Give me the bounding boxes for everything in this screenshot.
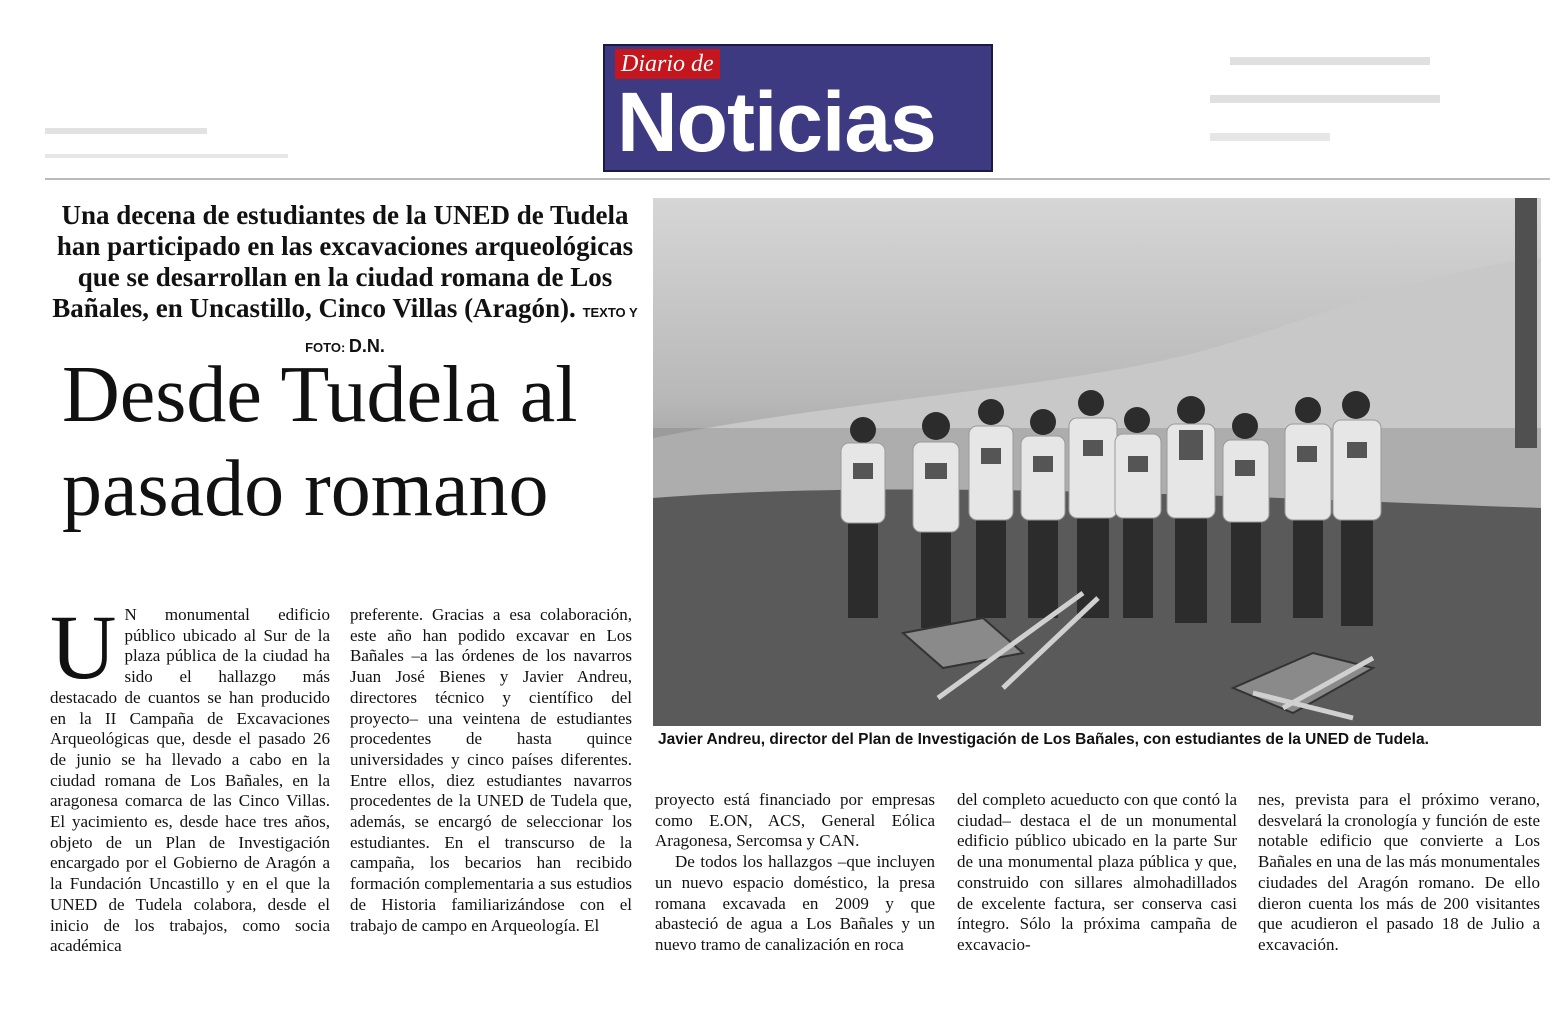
column-1-text: N monumental edificio público ubicado al Sur de la plaza pública de la ciudad ha sido el hallazgo más destacado de cuantos se han producido en la II Campaña de Excavaciones Arqueológicas que, desde el pasado 26 de junio se ha llevado a cabo en la ciudad romana de Los Bañales, en la aragonesa comarca de las Cinco Villas. El yacimiento es, desde hace tres años, objeto de un Plan de Investigación encargado por el Gobierno de Aragón a la Fundación Uncastillo y en el que la UNED de Tudela colabora, desde el inicio de los trabajos, como socia académica: [50, 605, 330, 956]
body-column-3: [655, 790, 935, 956]
masthead-logo: [603, 44, 993, 172]
credit-label: TEXTO Y FOTO:: [305, 305, 638, 355]
article-deck: [50, 200, 640, 363]
body-column-5: [1258, 790, 1540, 956]
drop-cap: U: [50, 596, 117, 698]
credit-name: D.N.: [348, 336, 385, 356]
photo-caption: Javier Andreu, director del Plan de Investigación de Los Bañales, con estudiantes de la UNED de Tudela.: [658, 731, 1429, 748]
column-2-text: preferente. Gracias a esa colaboración, este año han podido excavar en Los Bañales –a las órdenes de los navarros Juan José Bienes y Javier Andreu, directores técnico y científico del proyecto– una veintena de estudiantes procedentes de hasta quince universidades y cinco países diferentes. Entre ellos, diez estudiantes navarros procedentes de la UNED de Tudela que, además, se encargó de seleccionar los estudiantes. En el transcurso de la campaña, los becarios han recibido formación complementaria a sus estudios de Historia familiarizándose con el trabajo de campo en Arqueología. El: [350, 605, 632, 935]
body-column-1: [50, 596, 330, 957]
column-3-paragraph-1: proyecto está financiado por empresas como E.ON, ACS, General Eólica Aragonesa, Sercomsa y CAN.: [655, 790, 935, 851]
bleed-through-left: [45, 100, 315, 170]
column-5-text: nes, prevista para el próximo verano, desvelará la cronología y función de este notable edificio que convierte a Los Bañales en una de las más monumentales ciudades del Aragón romano. De ello dieron cuenta los más de 200 visitantes que acudieron el pasado 18 de Julio a excavación.: [1258, 790, 1540, 954]
group-photo-icon: [653, 198, 1541, 726]
group-photo: [653, 198, 1541, 726]
column-4-text: del completo acueducto con que contó la ciudad– destaca el de un monumental edificio público ubicado en la parte Sur de una monumental plaza pública y que, construido con sillares almohadillados de excelente factura, ser conserva casi íntegro. Sólo la próxima campaña de excavacio-: [957, 790, 1237, 954]
masthead-prefix: Diario de: [615, 49, 720, 79]
column-3-paragraph-2: De todos los hallazgos –que incluyen un nuevo espacio doméstico, la presa romana excavada en 2009 y que abasteció de agua a Los Bañales y un nuevo tramo de canalización en roca: [655, 852, 935, 954]
article-headline: Desde Tudela al pasado romano: [62, 351, 578, 533]
masthead-name: Noticias: [617, 75, 936, 169]
body-column-2: [350, 605, 632, 936]
body-column-4: [957, 790, 1237, 956]
deck-text: Una decena de estudiantes de la UNED de Tudela han participado en las excavaciones arqueológicas que se desarrollan en la ciudad romana de Los Bañales, en Uncastillo, Cinco Villas (Aragón).: [52, 200, 634, 323]
header-rule: [45, 178, 1550, 180]
bleed-through-right: [1210, 45, 1450, 141]
